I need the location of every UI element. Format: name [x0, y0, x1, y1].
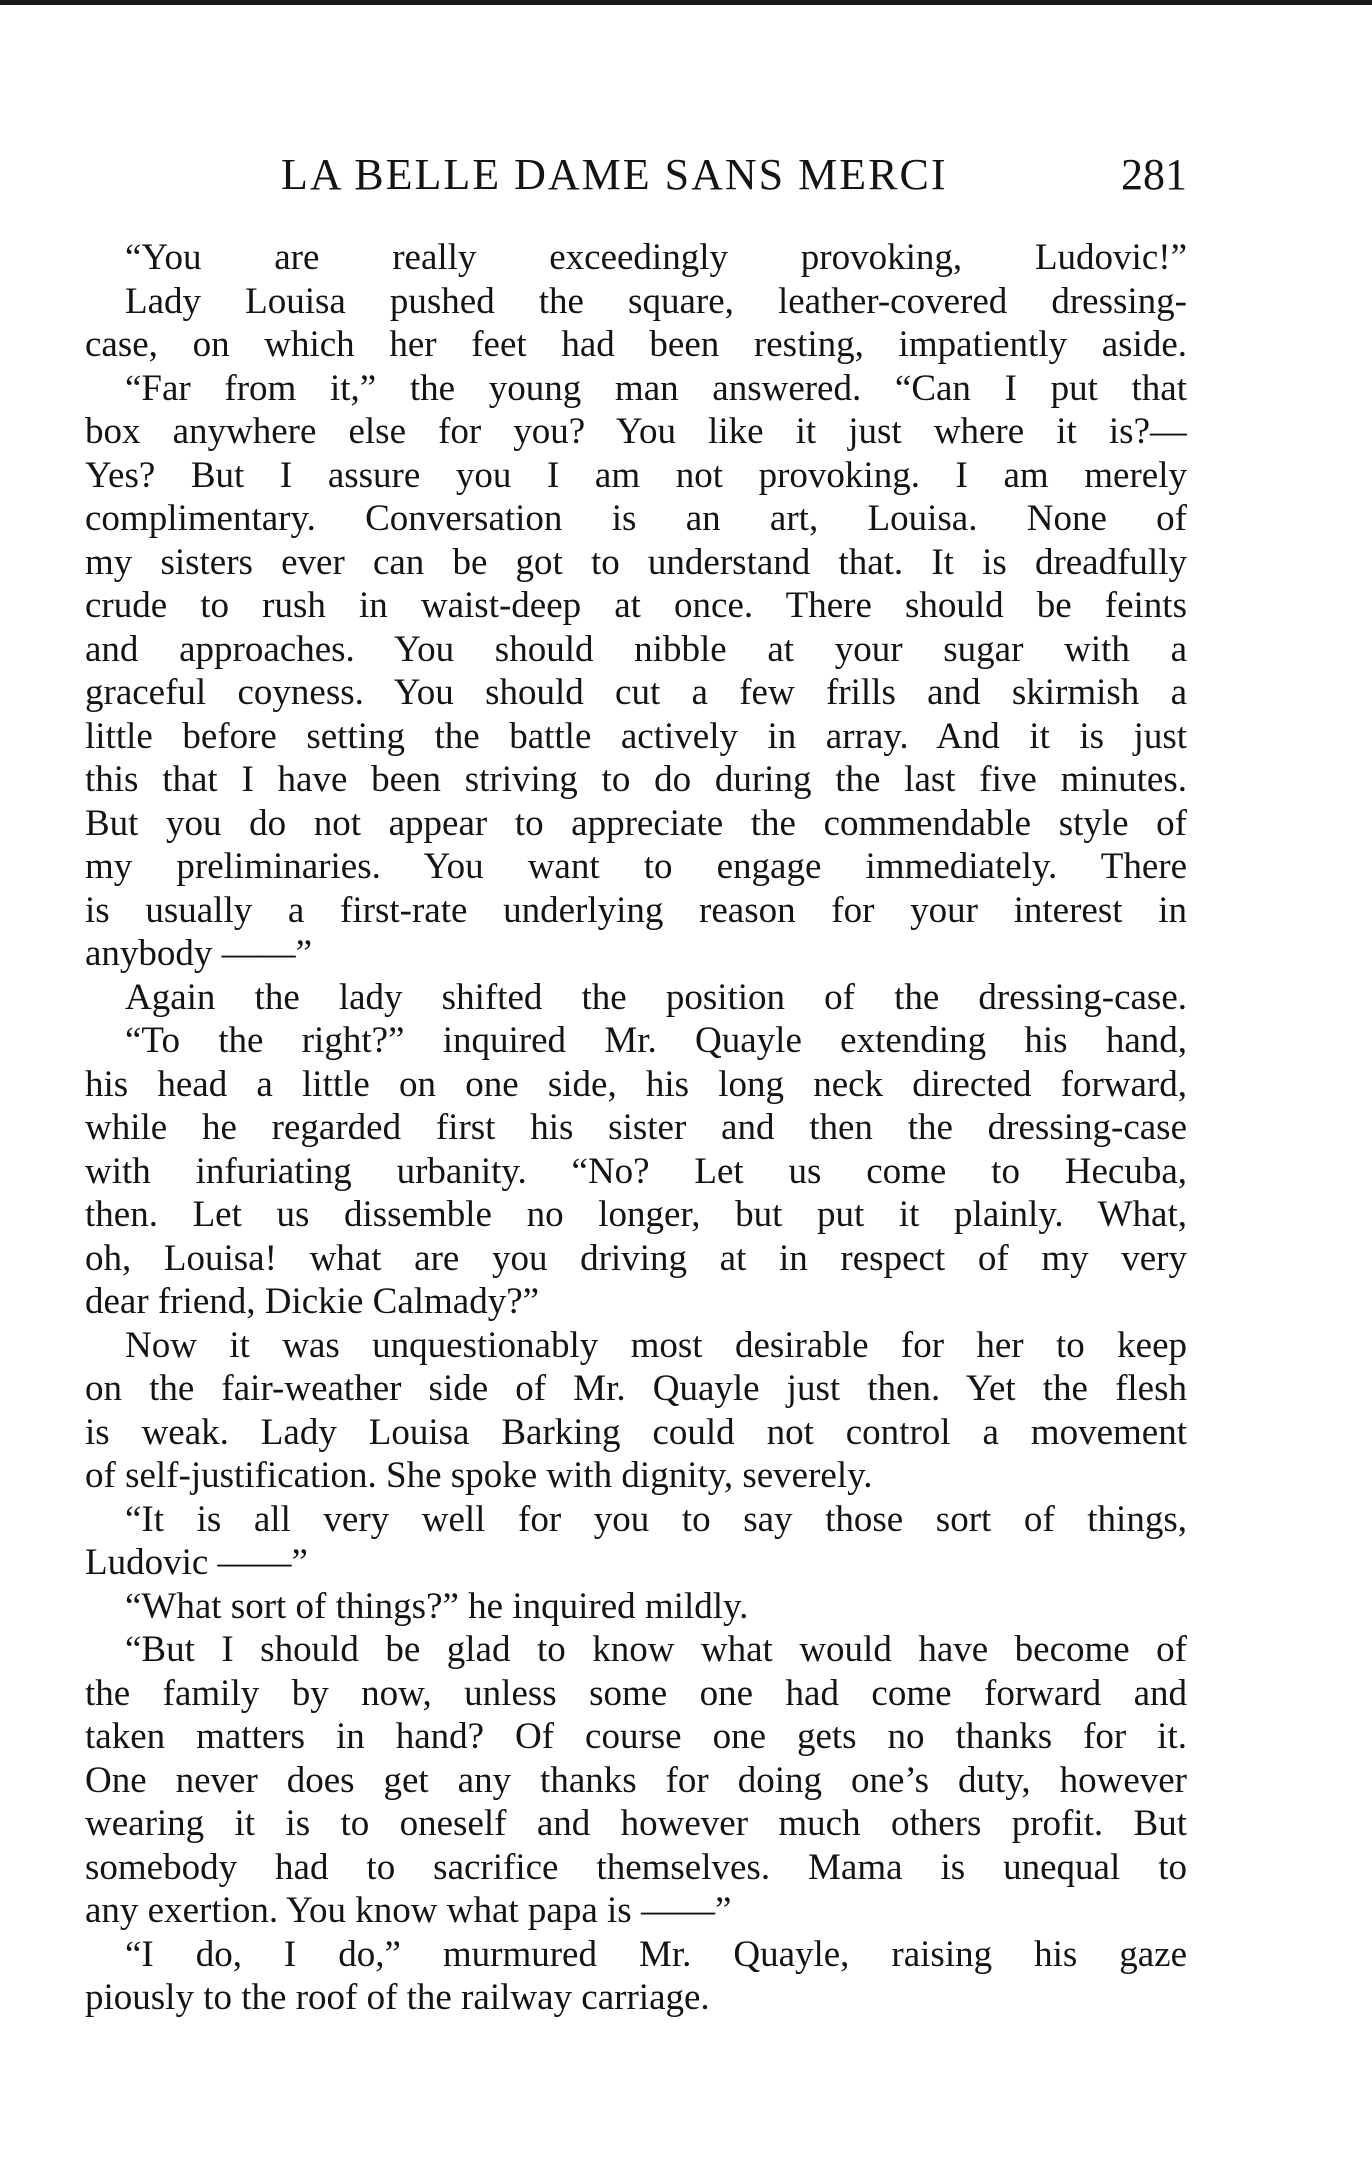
text-line: Again the lady shifted the position of the dressing-case.	[125, 976, 1187, 1018]
text-line: of self-justification. She spoke with dignity, severely.	[85, 1455, 873, 1496]
text-line: “You are really exceedingly provoking, Ludovic!”	[125, 237, 1187, 278]
text-line: then. Let us dissemble no longer, but put it plainly. What,	[85, 1194, 1187, 1235]
body-text	[85, 236, 1187, 2020]
text-line: on the fair-weather side of Mr. Quayle just then. Yet the flesh	[85, 1368, 1187, 1409]
text-line: with infuriating urbanity. “No? Let us come to Hecuba,	[85, 1150, 1187, 1192]
text-line: my sisters ever can be got to understand that. It is dreadfully	[85, 541, 1187, 583]
text-line: One never does get any thanks for doing one’s duty, however	[85, 1759, 1187, 1801]
text-line: “But I should be glad to know what would have become of	[125, 1629, 1187, 1670]
text-line: crude to rush in waist-deep at once. There should be feints	[85, 585, 1187, 626]
page-number: 281	[1121, 150, 1187, 199]
text-line: this that I have been striving to do during the last five minutes.	[85, 759, 1187, 800]
text-line: oh, Louisa! what are you driving at in respect of my very	[85, 1237, 1187, 1279]
text-line: my preliminaries. You want to engage immediately. There	[85, 846, 1187, 887]
text-line: box anywhere else for you? You like it just where it is?—	[85, 411, 1187, 452]
text-line: “What sort of things?” he inquired mildly.	[125, 1585, 749, 1627]
text-line: Ludovic ——”	[85, 1542, 308, 1583]
text-line: piously to the roof of the railway carriage.	[85, 1977, 710, 2018]
text-line: complimentary. Conversation is an art, Louisa. None of	[85, 498, 1187, 539]
text-line: the family by now, unless some one had come forward and	[85, 1672, 1187, 1714]
text-line: is weak. Lady Louisa Barking could not control a movement	[85, 1411, 1187, 1453]
text-line: and approaches. You should nibble at your sugar with a	[85, 628, 1187, 670]
text-line: Now it was unquestionably most desirable for her to keep	[125, 1324, 1187, 1366]
text-line: taken matters in hand? Of course one gets no thanks for it.	[85, 1716, 1187, 1757]
text-line: “Far from it,” the young man answered. “Can I put that	[125, 367, 1187, 409]
page-header	[85, 150, 1187, 200]
text-line: dear friend, Dickie Calmady?”	[85, 1281, 540, 1322]
text-line: case, on which her feet had been resting, impatiently aside.	[85, 324, 1187, 365]
text-line: Lady Louisa pushed the square, leather-covered dressing-	[125, 280, 1187, 322]
text-line: But you do not appear to appreciate the commendable style of	[85, 802, 1187, 844]
running-title: LA BELLE DAME SANS MERCI	[281, 150, 948, 199]
text-line: is usually a first-rate underlying reason for your interest in	[85, 889, 1187, 931]
text-line: Yes? But I assure you I am not provoking. I am merely	[85, 454, 1187, 496]
text-line: “To the right?” inquired Mr. Quayle extending his hand,	[125, 1020, 1187, 1061]
text-line: little before setting the battle actively in array. And it is just	[85, 715, 1187, 757]
text-line: somebody had to sacrifice themselves. Mama is unequal to	[85, 1846, 1187, 1888]
text-line: wearing it is to oneself and however much others profit. But	[85, 1803, 1187, 1844]
text-line: graceful coyness. You should cut a few frills and skirmish a	[85, 672, 1187, 713]
top-border-rule	[0, 0, 1372, 5]
text-line: “I do, I do,” murmured Mr. Quayle, raising his gaze	[125, 1933, 1187, 1975]
text-line: while he regarded first his sister and then the dressing-case	[85, 1107, 1187, 1148]
text-line: any exertion. You know what papa is ——”	[85, 1890, 732, 1931]
text-line: anybody ——”	[85, 933, 313, 974]
text-line: his head a little on one side, his long neck directed forward,	[85, 1063, 1187, 1105]
text-line: “It is all very well for you to say those sort of things,	[125, 1498, 1187, 1540]
